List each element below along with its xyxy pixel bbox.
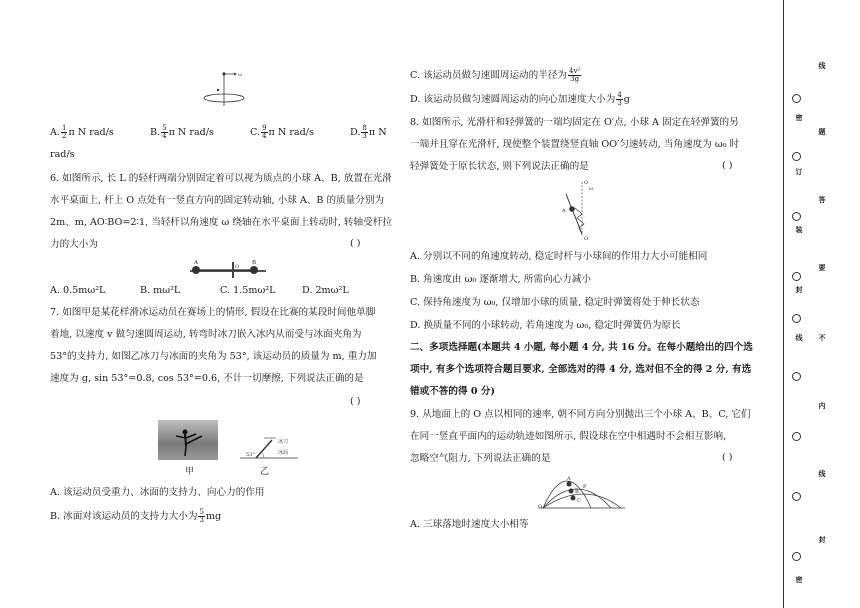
q6-answer-paren[interactable]: ( ) — [350, 238, 361, 249]
q8-answer-paren[interactable]: ( ) — [722, 160, 733, 171]
q6-line: 2m、m, AO∶BO=2∶1, 当轻杆以角速度 ω 绕轴在水平桌面上转动时, 转轴受杆拉 — [50, 217, 392, 228]
q6-figure — [188, 256, 268, 282]
binding-hole — [792, 94, 801, 103]
q8-label-w: ω — [589, 186, 594, 192]
binding-line — [783, 0, 784, 608]
binding-char: 封 — [818, 536, 827, 543]
q9-option-a[interactable]: A. 三球落地时速度大小相等 — [410, 519, 529, 530]
binding-hole — [792, 272, 801, 281]
q6-option-d[interactable]: D. 2mω²L — [302, 285, 349, 296]
binding-char: 线 — [818, 470, 827, 477]
binding-char: 密 — [795, 114, 804, 121]
q5-option-a[interactable]: A. $\frac{1}{2}$ π N rad/s — [50, 124, 114, 140]
q9-label-a: A — [567, 476, 571, 482]
q9-label-p: P — [583, 484, 587, 490]
section2-heading: 错或不答的得 0 分) — [410, 386, 496, 397]
q9-figure — [537, 472, 627, 512]
binding-hole — [792, 212, 801, 221]
q7-label-angle: 53° — [246, 452, 255, 458]
q8-figure — [560, 176, 600, 242]
section2-heading: 项中, 有多个选项符合题目要求, 全部选对的得 4 分, 选对但不全的得 2 分, 有选 — [410, 364, 752, 375]
q6-line: 6. 如图所示, 长 L 的轻杆两端分别固定着可以视为质点的小球 A、B, 放置在光滑 — [50, 173, 392, 184]
q6-line: 力的大小为 — [50, 239, 98, 250]
binding-hole — [792, 314, 801, 323]
binding-hole — [792, 372, 801, 381]
q6-option-c[interactable]: C. 1.5mω²L — [220, 285, 276, 296]
binding-hole — [792, 432, 801, 441]
q9-line: 在同一竖直平面内的运动轨迹如图所示, 假设球在空中相遇时不会相互影响, — [410, 431, 727, 442]
q8-label-a: A — [562, 208, 566, 214]
q8-label-o2: O′ — [584, 236, 590, 242]
q5-option-b[interactable]: B. $\frac{5}{4}$ π N rad/s — [150, 124, 214, 140]
binding-char: 内 — [818, 402, 827, 409]
q5-option-d-wrap: rad/s — [50, 149, 75, 160]
q7-line: 7. 如图甲是某花样滑冰运动员在赛场上的情形, 假设在比赛的某段时间他单脚 — [50, 307, 376, 318]
q8-line: 一端并且穿在光滑杆, 现使整个装置绕竖直轴 OO′匀速转动, 当角速度为 ω₀ 时 — [410, 139, 740, 150]
binding-char: 答 — [818, 196, 827, 203]
q8-label-o: O — [584, 180, 589, 186]
binding-char: 密 — [795, 576, 804, 583]
q5-omega-label: ω — [238, 72, 243, 78]
q8-line: 8. 如图所示, 光滑杆和轻弹簧的一端均固定在 O′点, 小球 A 固定在轻弹簧的另 — [410, 117, 739, 128]
q8-option-c[interactable]: C. 保持角速度为 ω₀, 仅增加小球的质量, 稳定时弹簧将处于伸长状态 — [410, 297, 700, 308]
q7-figure-yi — [238, 434, 300, 464]
q7-answer-paren[interactable]: ( ) — [350, 396, 361, 407]
q6-option-b[interactable]: B. mω²L — [140, 285, 181, 296]
q5-option-d[interactable]: D. $\frac{8}{3}$ π N — [350, 124, 387, 140]
q7-option-b[interactable]: B. 冰面对该运动员的支持力大小为 $\frac{5}{3}$ mg — [50, 508, 222, 524]
binding-hole — [792, 492, 801, 501]
q8-option-d[interactable]: D. 换质量不同的小球转动, 若角速度为 ω₀, 稳定时弹簧仍为原长 — [410, 320, 681, 331]
q7-label-jia: 甲 — [185, 467, 195, 477]
q5-figure — [198, 66, 248, 111]
q9-label-c: C — [577, 498, 581, 504]
q6-label-b: B — [252, 260, 257, 266]
q9-line: 9. 从地面上的 O 点以相同的速率, 朝不同方向分别抛出三个小球 A、B、C, 它们 — [410, 409, 751, 420]
q8-line: 轻弹簧处于原长状态, 则下列说法正确的是 — [410, 161, 589, 172]
q6-label-o: O — [235, 264, 240, 270]
binding-char: 线 — [795, 334, 804, 341]
binding-hole — [792, 152, 801, 161]
q9-line: 忽略空气阻力, 下列说法正确的是 — [410, 453, 551, 464]
q7-line: 着地, 以速度 v 做匀速圆周运动, 转弯时冰刀嵌入冰内从而受与冰面夹角为 — [50, 329, 362, 340]
q7-label-bingmian: 冰面 — [278, 450, 289, 456]
q8-option-b[interactable]: B. 角速度由 ω₀ 逐渐增大, 所需向心力减小 — [410, 274, 591, 285]
q9-label-b: B — [575, 489, 579, 495]
q7-label-yi: 乙 — [260, 467, 270, 477]
q5-option-c[interactable]: C. $\frac{9}{4}$ π N rad/s — [250, 124, 314, 140]
section2-heading: 二、多项选择题(本题共 4 小题, 每小题 4 分, 共 16 分。在每小题给出的四个选 — [410, 342, 753, 353]
q7-option-d[interactable]: D. 该运动员做匀速圆周运动的向心加速度大小为 $\frac{4}{3}$ g — [410, 91, 630, 107]
q7-photo-jia — [158, 420, 218, 460]
q9-label-o: O — [538, 504, 543, 510]
q7-option-a[interactable]: A. 该运动员受重力、冰面的支持力、向心力的作用 — [50, 487, 265, 498]
binding-char: 不 — [818, 334, 827, 341]
binding-hole — [792, 552, 801, 561]
q7-option-c[interactable]: C. 该运动员做匀速圆周运动的半径为 $\frac{\text{4v²}}{3g}$ — [410, 67, 581, 83]
binding-char: 订 — [795, 168, 804, 175]
q7-line: 53°的支持力, 如图乙冰刀与冰面的夹角为 53°, 该运动员的质量为 m, 重力加 — [50, 351, 377, 362]
binding-char: 题 — [818, 128, 827, 135]
binding-char: 封 — [795, 286, 804, 293]
q8-option-a[interactable]: A. 分别以不同的角速度转动, 稳定时杆与小球间的作用力大小可能相同 — [410, 251, 708, 262]
q9-answer-paren[interactable]: ( ) — [722, 452, 733, 463]
q7-line: 速度为 g, sin 53°=0.8, cos 53°=0.6, 不计一切摩擦, 下列说法正确的是 — [50, 373, 364, 384]
q6-option-a[interactable]: A. 0.5mω²L — [50, 285, 106, 296]
q6-line: 水平桌面上, 杆上 O 点处有一竖直方向的固定转动轴, 小球 A、B 的质量分别为 — [50, 195, 385, 206]
binding-char: 装 — [795, 226, 804, 233]
q6-label-a: A — [194, 260, 198, 266]
binding-char: 要 — [818, 264, 827, 271]
q7-label-bingdao: 冰刀 — [278, 439, 289, 445]
binding-char: 线 — [818, 62, 827, 69]
